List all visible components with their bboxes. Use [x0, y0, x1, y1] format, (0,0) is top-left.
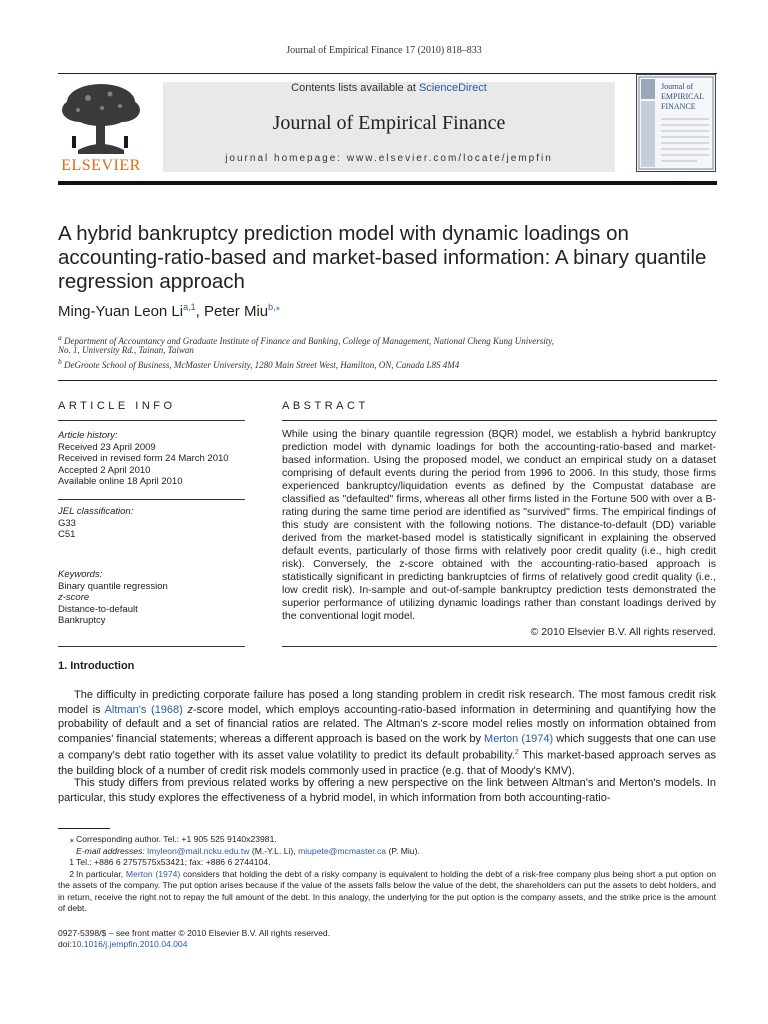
citation-link[interactable]: Altman's (1968): [104, 703, 183, 716]
history-item: Accepted 2 April 2010: [58, 464, 151, 476]
journal-title: Journal of Empirical Finance: [272, 112, 506, 134]
author-name: Ming-Yuan Leon Li: [58, 303, 184, 320]
footnote-rule: [58, 828, 110, 829]
keywords-label: Keywords:: [58, 569, 103, 580]
article-info-rule: [58, 420, 245, 421]
running-head: Journal of Empirical Finance 17 (2010) 818–833: [286, 45, 482, 56]
para-italic: z: [182, 703, 193, 716]
para-text: -score model relies mostly on information obtained from companies' financial statements; whereas a different approach is based on the work by: [58, 718, 716, 745]
email-owner: (M.-Y.L. Li),: [249, 846, 299, 856]
para-text: The difficulty in predicting corporate failure has posed a long standing problem in credit risk research. The most famous credit risk model is: [58, 689, 716, 716]
affil-text: DeGroote School of Business, McMaster University, 1280 Main Street West, Hamilton, ON, Canada L8S 4M4: [64, 360, 460, 370]
footnote-text: Tel.: +886 6 2757575x53421; fax: +886 6 2744104.: [76, 857, 271, 867]
keyword: Binary quantile regression: [58, 580, 168, 592]
citation-link[interactable]: Merton (1974): [484, 732, 554, 745]
email-owner: (P. Miu).: [386, 846, 420, 856]
para-italic: z: [432, 718, 438, 731]
keyword: Bankruptcy: [58, 615, 106, 627]
history-item: Available online 18 April 2010: [58, 476, 183, 488]
jel-label: JEL classification:: [58, 506, 134, 517]
email-link[interactable]: lmyleon@mail.ncku.edu.tw: [147, 846, 250, 856]
top-rule: [58, 73, 717, 74]
author-separator: ,: [195, 303, 204, 320]
affiliation-a-cont: No. 1, University Rd., Tainan, Taiwan: [58, 345, 194, 355]
contents-line: [163, 82, 615, 94]
affil-mark: b: [58, 357, 62, 366]
homepage-url-link[interactable]: www.elsevier.com/locate/jempfin: [346, 153, 553, 164]
jel-code: C51: [58, 529, 76, 541]
footnote-corresponding: [58, 834, 716, 845]
footnote-mark: 1: [69, 857, 74, 867]
footnote-text: In particular,: [76, 869, 126, 879]
journal-cover-thumbnail[interactable]: [636, 74, 716, 172]
email-label: E-mail addresses:: [76, 846, 145, 856]
footnote-mark: 2: [69, 869, 74, 879]
cover-title-line1: Journal of: [661, 82, 694, 91]
author-name: Peter Miu: [203, 303, 269, 320]
abstract-bottom-rule: [282, 646, 717, 647]
masthead-bottom-rule: [58, 181, 717, 185]
body-paragraph: [58, 688, 716, 778]
info-separator: [58, 499, 245, 500]
doi-line: [58, 939, 330, 950]
cover-title-line2: EMPIRICAL: [661, 92, 705, 101]
affiliation-b: [58, 356, 459, 371]
doi-link[interactable]: 10.1016/j.jempfin.2010.04.004: [71, 939, 188, 950]
footnote-2: [58, 869, 716, 914]
footnote-emails: [58, 846, 734, 857]
affil-text: Department of Accountancy and Graduate Institute of Finance and Banking, College of Management, National Cheng Kung University,: [64, 336, 555, 346]
history-item: Received in revised form 24 March 2010: [58, 453, 229, 465]
keyword: z-score: [58, 592, 90, 604]
para-text: which suggests that one can use a company's debt ratio together with its asset value volatility to predict its default probability.: [58, 732, 716, 763]
abstract-text: While using the binary quantile regression (BQR) model, we establish a hybrid bankruptcy prediction model with dynamic loadings for both the accounting-ratio-based and market-based information. Using the proposed model, we conduct an empirical study on a dataset comprising of default events during the period from 1996 to 2006. In this study, those firms experienced bankruptcy/liquidation events as defined by the Compustat database are classified as "defaulted" firms, whereas all other firms listed in the Fortune 500 with over a B-rating during the same time period are identified as "survived" firms. The empirical findings of this study are consistent with the following notions. The distance-to-default (DD) variable derived from the market-based model is statistically significant in explaining the observed default events, particularly of those firms with relatively poor credit quality (i.e., high credit risk). Conversely, the z-score obtained with the accounting-ratio-based approach is statistically significant in predicting bankruptcies of firms of relatively good credit quality (i.e., low credit risk). In-sample and out-of-sample bankruptcy prediction tests demonstrated the superior performance of utilizing dynamic loadings rather than constant loadings derived by the conventional logit model.: [282, 428, 716, 622]
section-rule: [58, 380, 717, 381]
footnote-ref[interactable]: 2: [514, 749, 519, 757]
keyword: Distance-to-default: [58, 603, 138, 615]
footnote-text: considers that holding the debt of a risky company is equivalent to holding the debt of a risk-free company plus being short a put option on the assets of the company. The put option arises because if the value of the assets falls below the value of the debt, the shareholders can put the assets to debt holders, and in return, receive the right not to repay the full amount of the debt. In this analogy, the underlying for the put option is the company assets, and the strike price is the amount of debt.: [58, 869, 717, 913]
journal-masthead: [163, 82, 615, 172]
history-item: Received 23 April 2009: [58, 441, 156, 453]
doi-prefix: doi:: [58, 939, 72, 950]
citation-link[interactable]: Merton (1974): [125, 869, 181, 879]
section-heading-introduction: 1. Introduction: [58, 660, 135, 672]
author-affil-sup[interactable]: a,1: [183, 302, 196, 312]
author-affil-sup[interactable]: b,⁎: [268, 302, 281, 312]
keywords: [58, 569, 248, 627]
body-paragraph: [58, 776, 716, 805]
para-text: -score model, which employs accounting-ratio-based information in determining and quantifying how the probability of default and a set of financial ratios are related. The Altman's: [58, 703, 716, 731]
elsevier-wordmark: ELSEVIER: [61, 157, 141, 174]
footnote-1: [58, 857, 716, 868]
article-info-heading: ARTICLE INFO: [58, 400, 176, 412]
footnote-text: Corresponding author. Tel.: +1 905 525 9140x23981.: [76, 834, 277, 844]
para-text: This market-based approach serves as the building block of a number of credit risk models commonly used in practice (e.g. that of Moody's KMV).: [58, 750, 716, 777]
para-text: This study differs from previous related works by offering a new perspective on the link between Altman's and Merton's models. In particular, this study explores the effectiveness of a hybrid model, in which information from both accounting-ratio-: [58, 777, 716, 804]
issn-line: 0927-5398/$ – see front matter © 2010 Elsevier B.V. All rights reserved.: [58, 928, 331, 938]
footnote-mark: ⁎: [69, 834, 74, 844]
jel-code: G33: [58, 517, 76, 529]
affil-mark: a: [58, 333, 62, 342]
cover-title-line3: FINANCE: [661, 102, 696, 111]
author-line: [58, 302, 280, 320]
tree-icon: [58, 80, 144, 158]
sciencedirect-link[interactable]: ScienceDirect: [418, 82, 487, 94]
abstract-rule: [282, 420, 717, 421]
info-separator: [58, 646, 245, 647]
article-history: [58, 430, 248, 488]
jel-classification: [58, 506, 248, 541]
article-title: A hybrid bankruptcy prediction model with dynamic loadings on accounting-ratio-based and market-based information: A binary quantile regression approach: [58, 222, 707, 293]
contents-prefix: Contents lists available at: [291, 82, 419, 94]
email-link[interactable]: miupete@mcmaster.ca: [298, 846, 387, 856]
cover-image: [637, 75, 715, 171]
homepage-prefix: journal homepage:: [225, 153, 347, 164]
history-label: Article history:: [58, 430, 118, 441]
abstract-copyright: © 2010 Elsevier B.V. All rights reserved.: [530, 626, 716, 638]
journal-homepage-line: [163, 153, 615, 164]
front-matter: [58, 928, 330, 951]
elsevier-logo[interactable]: [58, 80, 144, 175]
abstract-heading: ABSTRACT: [282, 400, 369, 412]
